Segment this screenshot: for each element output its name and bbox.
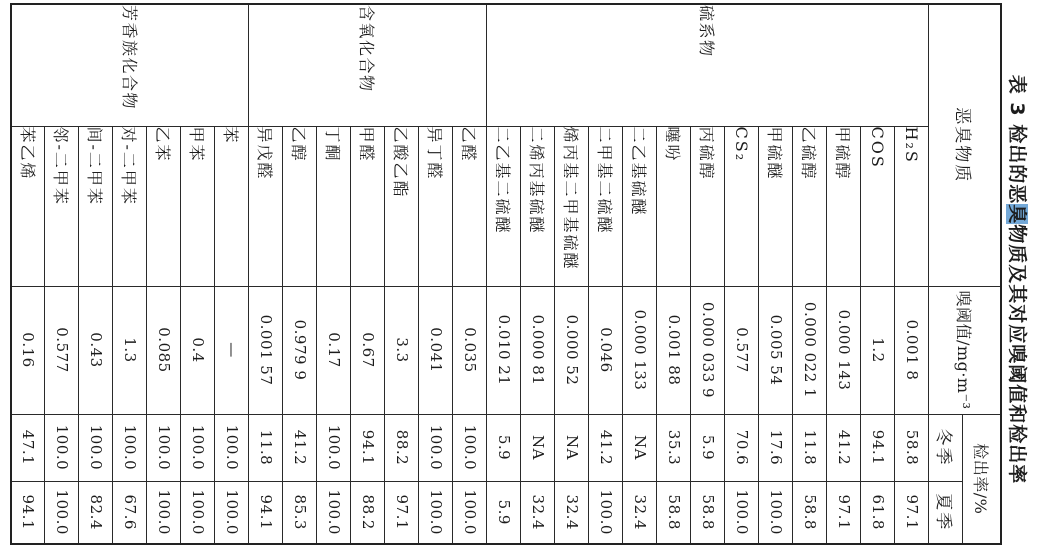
threshold-cell: 0.010 21 — [487, 286, 521, 414]
summer-rate-cell: 100.0 — [759, 481, 793, 544]
winter-rate-cell: 41.2 — [589, 414, 623, 481]
threshold-cell: 0.979 9 — [283, 286, 317, 414]
substance-cell: 乙硫醇 — [793, 126, 827, 286]
summer-rate-cell: 94.1 — [249, 481, 283, 544]
winter-rate-cell: 70.6 — [725, 414, 759, 481]
summer-rate-cell: 100.0 — [453, 481, 487, 544]
winter-rate-cell: 94.1 — [351, 414, 385, 481]
substance-cell: 甲硫醇 — [827, 126, 861, 286]
substance-cell: 甲醛 — [351, 126, 385, 286]
winter-rate-cell: 58.8 — [895, 414, 929, 481]
threshold-cell: 0.035 — [453, 286, 487, 414]
summer-rate-cell: 5.9 — [487, 481, 521, 544]
threshold-cell: 0.16 — [11, 286, 45, 414]
winter-rate-cell: 100.0 — [215, 414, 249, 481]
summer-rate-cell: 58.8 — [657, 481, 691, 544]
winter-rate-cell: 100.0 — [317, 414, 351, 481]
summer-rate-cell: 100.0 — [419, 481, 453, 544]
threshold-cell: 3.3 — [385, 286, 419, 414]
threshold-cell: 0.085 — [147, 286, 181, 414]
threshold-cell: 0.17 — [317, 286, 351, 414]
summer-rate-cell: 100.0 — [215, 481, 249, 544]
threshold-cell: 0.43 — [79, 286, 113, 414]
substance-cell: 二乙基二硫醚 — [487, 126, 521, 286]
category-cell: 硫系物 — [487, 4, 929, 126]
winter-rate-cell: 100.0 — [147, 414, 181, 481]
threshold-cell: 0.000 033 9 — [691, 286, 725, 414]
winter-rate-cell: 17.6 — [759, 414, 793, 481]
summer-rate-cell: 94.1 — [11, 481, 45, 544]
winter-rate-cell: 100.0 — [113, 414, 147, 481]
summer-rate-cell: 97.1 — [895, 481, 929, 544]
winter-rate-cell: 35.3 — [657, 414, 691, 481]
threshold-cell: 0.4 — [181, 286, 215, 414]
threshold-cell: 0.001 88 — [657, 286, 691, 414]
summer-rate-cell: 32.4 — [623, 481, 657, 544]
winter-rate-cell: 41.2 — [283, 414, 317, 481]
substance-cell: 间-二甲苯 — [79, 126, 113, 286]
threshold-cell: 0.000 133 — [623, 286, 657, 414]
substance-cell: CS₂ — [725, 126, 759, 286]
substance-cell: 丁酮 — [317, 126, 351, 286]
substance-cell: 二乙基硫醚 — [623, 126, 657, 286]
threshold-cell: 0.001 8 — [895, 286, 929, 414]
threshold-cell: 0.000 143 — [827, 286, 861, 414]
substance-cell: 苯乙烯 — [11, 126, 45, 286]
threshold-cell: 0.000 52 — [555, 286, 589, 414]
header-winter: 冬季 — [929, 414, 963, 481]
header-substance: 恶臭物质 — [929, 4, 1001, 286]
summer-rate-cell: 58.8 — [691, 481, 725, 544]
substance-cell: H₂S — [895, 126, 929, 286]
substance-cell: 异戊醛 — [249, 126, 283, 286]
substance-cell: 噻吩 — [657, 126, 691, 286]
threshold-cell: 0.005 54 — [759, 286, 793, 414]
substance-cell: 甲硫醚 — [759, 126, 793, 286]
table-caption — [1002, 0, 1031, 559]
winter-rate-cell: 88.2 — [385, 414, 419, 481]
caption-prefix: 表 3 检出的恶 — [1006, 74, 1028, 205]
substance-cell: 乙醇 — [283, 126, 317, 286]
substance-cell: 异丁醛 — [419, 126, 453, 286]
threshold-cell: 1.2 — [861, 286, 895, 414]
winter-rate-cell: 47.1 — [11, 414, 45, 481]
substance-cell: COS — [861, 126, 895, 286]
threshold-cell: 0.000 022 1 — [793, 286, 827, 414]
threshold-cell: 0.577 — [45, 286, 79, 414]
caption-highlighted-text: 臭 — [1006, 204, 1028, 225]
winter-rate-cell: 5.9 — [691, 414, 725, 481]
winter-rate-cell: 100.0 — [419, 414, 453, 481]
summer-rate-cell: 100.0 — [147, 481, 181, 544]
summer-rate-cell: 100.0 — [45, 481, 79, 544]
summer-rate-cell: 97.1 — [385, 481, 419, 544]
summer-rate-cell: 67.6 — [113, 481, 147, 544]
header-threshold: 嗅阈值/mg·m⁻³ — [929, 286, 1001, 414]
summer-rate-cell: 61.8 — [861, 481, 895, 544]
substance-cell: 乙苯 — [147, 126, 181, 286]
odor-table-body — [11, 4, 1001, 544]
substance-cell: 邻-二甲苯 — [45, 126, 79, 286]
threshold-cell: 1.3 — [113, 286, 147, 414]
winter-rate-cell: 100.0 — [45, 414, 79, 481]
substance-cell: 二甲基二硫醚 — [589, 126, 623, 286]
summer-rate-cell: 100.0 — [589, 481, 623, 544]
summer-rate-cell: 97.1 — [827, 481, 861, 544]
threshold-cell: 0.001 57 — [249, 286, 283, 414]
threshold-cell: 0.67 — [351, 286, 385, 414]
winter-rate-cell: 41.2 — [827, 414, 861, 481]
summer-rate-cell: 58.8 — [793, 481, 827, 544]
winter-rate-cell: 100.0 — [453, 414, 487, 481]
substance-cell: 烯丙基二甲基硫醚 — [555, 126, 589, 286]
summer-rate-cell: 82.4 — [79, 481, 113, 544]
header-summer: 夏季 — [929, 481, 963, 544]
substance-cell: 二烯丙基硫醚 — [521, 126, 555, 286]
substance-cell: 乙酸乙酯 — [385, 126, 419, 286]
threshold-cell: 0.041 — [419, 286, 453, 414]
caption-suffix: 物质及其对应嗅阈值和检出率 — [1006, 224, 1028, 485]
threshold-cell: — — [215, 286, 249, 414]
winter-rate-cell: 94.1 — [861, 414, 895, 481]
winter-rate-cell: NA — [555, 414, 589, 481]
substance-cell: 甲苯 — [181, 126, 215, 286]
substance-cell: 苯 — [215, 126, 249, 286]
summer-rate-cell: 85.3 — [283, 481, 317, 544]
summer-rate-cell: 32.4 — [555, 481, 589, 544]
substance-cell: 丙硫醇 — [691, 126, 725, 286]
table-row — [453, 4, 487, 544]
category-cell: 芳香族化合物 — [11, 4, 249, 126]
category-cell: 含氧化合物 — [249, 4, 487, 126]
winter-rate-cell: 11.8 — [249, 414, 283, 481]
threshold-cell: 0.000 81 — [521, 286, 555, 414]
table-row — [895, 4, 929, 544]
substance-cell: 对-二甲苯 — [113, 126, 147, 286]
threshold-cell: 0.046 — [589, 286, 623, 414]
winter-rate-cell: 5.9 — [487, 414, 521, 481]
summer-rate-cell: 100.0 — [725, 481, 759, 544]
winter-rate-cell: NA — [521, 414, 555, 481]
header-detection-rate: 检出率/% — [963, 414, 1001, 544]
odor-table — [10, 3, 1002, 545]
table-row — [215, 4, 249, 544]
winter-rate-cell: 100.0 — [79, 414, 113, 481]
threshold-cell: 0.577 — [725, 286, 759, 414]
summer-rate-cell: 32.4 — [521, 481, 555, 544]
substance-cell: 乙醛 — [453, 126, 487, 286]
summer-rate-cell: 88.2 — [351, 481, 385, 544]
header-row-1 — [963, 4, 1001, 544]
summer-rate-cell: 100.0 — [317, 481, 351, 544]
summer-rate-cell: 100.0 — [181, 481, 215, 544]
winter-rate-cell: 11.8 — [793, 414, 827, 481]
winter-rate-cell: NA — [623, 414, 657, 481]
winter-rate-cell: 100.0 — [181, 414, 215, 481]
